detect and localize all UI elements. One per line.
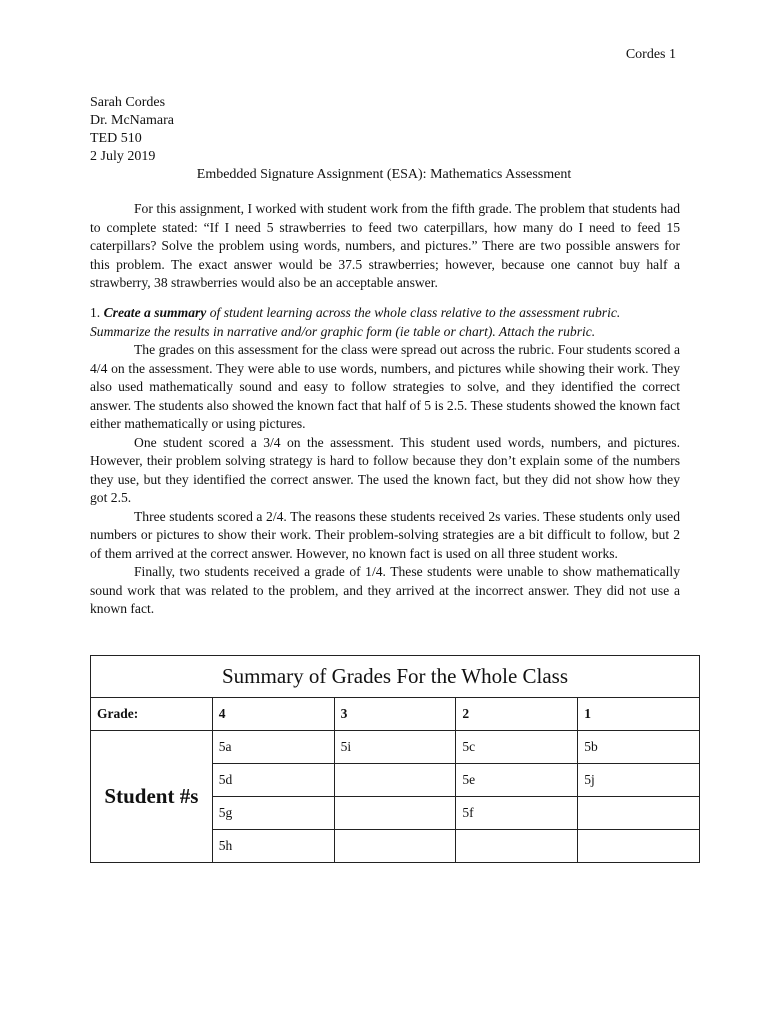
table-cell xyxy=(456,830,578,863)
question-number: 1. xyxy=(90,305,101,320)
question-rest: of student learning across the whole class relative to the assessment rubric. Summarize the results in narrative and/or graphic form (ie table or chart). Attach the rubric. xyxy=(90,305,621,339)
table-cell xyxy=(578,797,700,830)
table-cell: 5g xyxy=(212,797,334,830)
intro-section xyxy=(90,200,680,293)
course-name: TED 510 xyxy=(90,131,142,146)
grade-header-cell: 3 xyxy=(334,698,456,731)
question-bold-lead: Create a summary xyxy=(103,305,207,320)
document-title: Embedded Signature Assignment (ESA): Mathematics Assessment xyxy=(196,167,572,182)
instructor-name: Dr. McNamara xyxy=(90,113,174,128)
table-cell: 5h xyxy=(212,830,334,863)
question-prompt xyxy=(90,304,680,341)
grade-header-row xyxy=(91,698,700,731)
table-cell: 5f xyxy=(456,797,578,830)
table-cell: 5d xyxy=(212,764,334,797)
student-numbers-label: Student #s xyxy=(91,731,213,863)
question-section xyxy=(90,304,680,619)
table-cell xyxy=(334,764,456,797)
summary-paragraph-1: The grades on this assessment for the class were spread out across the rubric. Four students scored a 4/4 on the assessment. They were able to use words, numbers, and pictures while showing their work. They also used mathematically sound and easy to follow strategies to solve, and they identified the correct answer. The students also showed the known fact that half of 5 is 2.5. These students showed the known fact either mathematically or using pictures. xyxy=(90,342,680,431)
table-cell xyxy=(334,830,456,863)
table-cell: 5j xyxy=(578,764,700,797)
mla-heading xyxy=(90,94,174,166)
table-cell: 5b xyxy=(578,731,700,764)
author-name: Sarah Cordes xyxy=(90,95,166,110)
intro-paragraph: For this assignment, I worked with student work from the fifth grade. The problem that students had to complete stated: “If I need 5 strawberries to feed two caterpillars, how many do I need to feed 15 caterpillars? Solve the problem using words, numbers, and pictures.” There are two possible answers for this problem. The exact answer would be 37.5 strawberries; however, because one cannot buy half a strawberry, 38 strawberries would also be an acceptable answer. xyxy=(90,201,680,290)
summary-paragraph-4: Finally, two students received a grade of 1/4. These students were unable to show mathematically sound work that was related to the problem, and they arrived at the incorrect answer. They did not use a known fact. xyxy=(90,564,680,616)
grade-label: Grade: xyxy=(91,698,213,731)
table-cell: 5a xyxy=(212,731,334,764)
table-cell xyxy=(578,830,700,863)
table-row xyxy=(91,731,700,764)
grades-summary-table xyxy=(90,655,700,863)
summary-paragraph-2: One student scored a 3/4 on the assessment. This student used words, numbers, and pictures. However, their problem solving strategy is hard to follow because they don’t explain some of the numbers they use, but they identified the correct answer. The used the known fact, but they did not show how they got 2.5. xyxy=(90,434,680,505)
grade-header-cell: 4 xyxy=(212,698,334,731)
table-cell: 5i xyxy=(334,731,456,764)
grade-header-cell: 2 xyxy=(456,698,578,731)
table-cell: 5e xyxy=(456,764,578,797)
table-title: Summary of Grades For the Whole Class xyxy=(91,656,700,698)
table-cell xyxy=(334,797,456,830)
date-line: 2 July 2019 xyxy=(90,149,156,164)
summary-paragraph-3: Three students scored a 2/4. The reasons these students received 2s varies. These students only used numbers or pictures to show their work. Their problem-solving strategies are a bit difficult to follow, but 2 of them arrived at the correct answer. However, no known fact is used on all three student works. xyxy=(90,508,680,561)
page-header: Cordes 1 xyxy=(625,47,676,62)
table-cell: 5c xyxy=(456,731,578,764)
grade-header-cell: 1 xyxy=(578,698,700,731)
